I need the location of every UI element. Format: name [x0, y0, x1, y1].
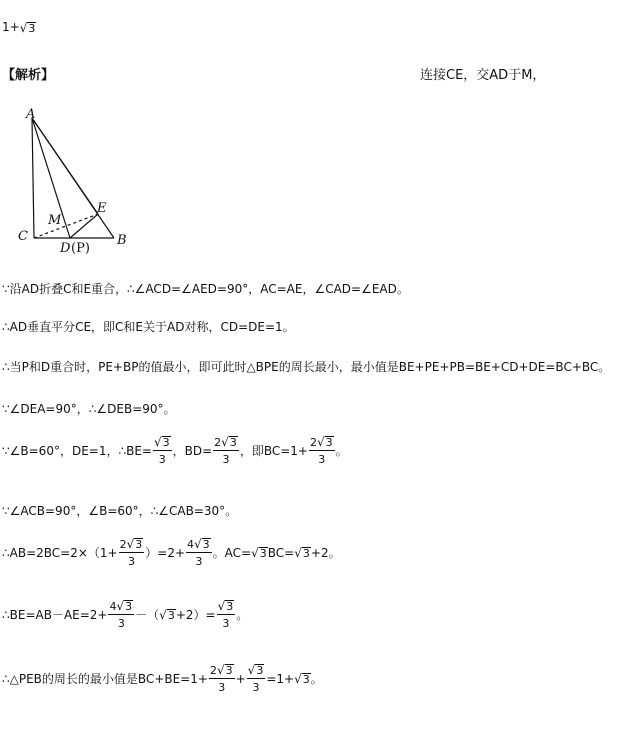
l7-text-c: 。AC= — [212, 546, 252, 560]
answer-radicand: 3 — [28, 22, 36, 35]
coefficient: 2 — [119, 538, 127, 551]
denominator: 3 — [318, 453, 326, 466]
solution-line-4: ∵∠DEA=90°，∴∠DEB=90°。 — [2, 402, 176, 416]
label-d: D — [60, 241, 71, 256]
fraction: √ 3 3 — [217, 599, 234, 630]
radicand: 3 — [302, 672, 310, 686]
radicand: 3 — [325, 436, 333, 449]
analysis-heading: 【解析】 — [2, 68, 55, 83]
label-e: E — [97, 201, 107, 216]
sqrt: √ 3 — [294, 671, 310, 686]
radicand: 3 — [225, 664, 233, 677]
coefficient: 2 — [214, 436, 222, 449]
solution-line-2: ∴AD垂直平分CE，即C和E关于AD对称，CD=DE=1。 — [2, 320, 295, 334]
denominator: 3 — [252, 681, 260, 694]
sqrt: √ 3 — [251, 545, 267, 560]
geometry-figure — [10, 108, 150, 258]
l5-text-d: 。 — [335, 444, 348, 458]
radicand: 3 — [202, 538, 210, 551]
denominator: 3 — [158, 453, 166, 466]
sqrt: √ 3 — [294, 545, 310, 560]
radicand: 3 — [259, 546, 267, 560]
l8-text-c: +2）= — [175, 608, 216, 622]
fraction: 4 √ 3 3 — [187, 537, 210, 568]
l9-text-b: + — [235, 671, 246, 686]
l5-text-c: ，即BC=1+ — [239, 444, 308, 458]
fraction: 4 √ 3 3 — [109, 599, 133, 630]
intro-text: 连接CE，交AD于M， — [420, 68, 546, 83]
radicand: 3 — [162, 436, 170, 449]
label-b: B — [117, 233, 127, 248]
denominator: 3 — [222, 617, 230, 630]
fraction: √ 3 3 — [153, 435, 170, 466]
segment-ac — [32, 118, 34, 238]
radicand: 3 — [226, 600, 234, 613]
fraction: 2 √ 3 3 — [309, 435, 333, 466]
l8-text-a: ∴BE=AB－AE=2+ — [2, 608, 108, 622]
denominator: 3 — [117, 617, 125, 630]
denominator: 3 — [195, 555, 203, 568]
solution-line-8 — [2, 600, 248, 629]
label-c: C — [18, 229, 28, 244]
coefficient: 4 — [109, 600, 117, 613]
l8-text-b: －（ — [135, 608, 160, 622]
denominator: 3 — [222, 453, 230, 466]
fraction: √ 3 3 — [247, 663, 264, 694]
sqrt: √ 3 — [159, 607, 175, 622]
segment-ae — [32, 118, 98, 214]
radicand: 3 — [135, 538, 143, 551]
label-p: (P) — [71, 241, 90, 256]
solution-line-6: ∵∠ACB=90°，∠B=60°，∴∠CAB=30°。 — [2, 504, 238, 518]
label-a: A — [26, 108, 36, 122]
l5-text-a: ∵∠B=60°，DE=1，∴BE= — [2, 444, 152, 458]
segment-de — [70, 214, 98, 238]
answer-sqrt: √ 3 — [19, 21, 36, 35]
l5-text-b: ，BD= — [172, 444, 213, 458]
l9-text-c: =1+ — [266, 671, 295, 686]
fraction: 2 √ 3 3 — [209, 663, 233, 694]
solution-line-9 — [2, 664, 323, 693]
coefficient: 4 — [187, 538, 195, 551]
coefficient: 2 — [309, 436, 317, 449]
l7-text-e: +2。 — [310, 546, 341, 560]
radicand: 3 — [167, 608, 175, 622]
radicand: 3 — [302, 546, 310, 560]
denominator: 3 — [218, 681, 226, 694]
radicand: 3 — [125, 600, 133, 613]
fraction: 2 √ 3 3 — [119, 537, 143, 568]
l8-text-d: 。 — [236, 608, 249, 622]
answer-line — [2, 20, 36, 34]
radicand: 3 — [256, 664, 264, 677]
solution-line-3: ∴当P和D重合时，PE+BP的值最小，即可此时△BPE的周长最小，最小值是BE+PE+PB=BE+CD+DE=BC+BC。 — [2, 360, 611, 374]
l7-text-d: BC= — [267, 545, 295, 560]
coefficient: 2 — [209, 664, 217, 677]
solution-line-5 — [2, 436, 348, 465]
l9-text-a: ∴△PEB的周长的最小值是BC+BE=1+ — [2, 672, 208, 686]
fraction: 2 √ 3 3 — [214, 435, 237, 466]
l7-text-b: ）=2+ — [145, 546, 186, 560]
l7-text-a: ∴AB=2BC=2×（1+ — [2, 546, 118, 560]
label-m: M — [48, 213, 62, 228]
solution-line-7 — [2, 538, 341, 567]
solution-line-1: ∵沿AD折叠C和E重合，∴∠ACD=∠AED=90°，AC=AE，∠CAD=∠EAD。 — [2, 282, 409, 296]
answer-prefix: 1+ — [2, 20, 20, 34]
radicand: 3 — [229, 436, 237, 449]
denominator: 3 — [127, 555, 135, 568]
l9-text-d: 。 — [310, 672, 323, 686]
